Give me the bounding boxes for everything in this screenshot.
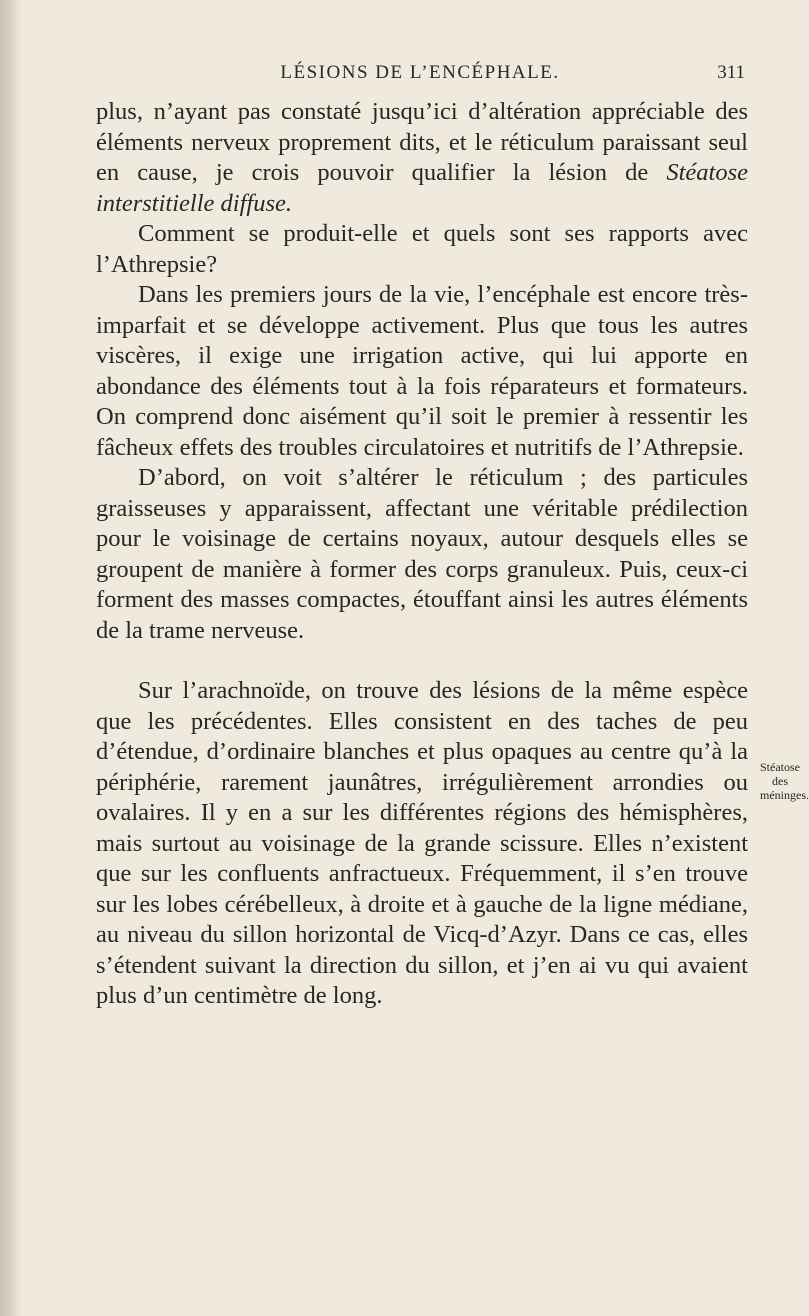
page-number: 311 [717, 62, 745, 83]
paragraph-3: Dans les premiers jours de la vie, l’encéphale est encore très-imparfait et se développe activement. Plus que tous les autres viscères, il exige une irrigation active, qui lui apporte en abondance des éléments tout à la fois réparateurs et formateurs. On comprend donc aisément qu’il soit le premier à ressentir les fâcheux effets des troubles circulatoires et nutritifs de l’Athrepsie. [96, 281, 748, 461]
paragraph-1 [96, 97, 748, 219]
running-head [95, 62, 745, 92]
paragraph-1-text: plus, n’ayant pas constaté jusqu’ici d’altération appréciable des éléments nerveux proprement dits, et le réticulum paraissant seul en cause, je crois pouvoir qualifier la lésion de [96, 98, 748, 186]
paragraph-2: Comment se produit-elle et quels sont ses rapports avec l’Athrepsie? [96, 220, 748, 278]
body-text [96, 97, 748, 1012]
paragraph-1-emphasis: Stéatose interstitielle diffuse. [96, 159, 748, 217]
margin-note-line-2: méninges. [760, 788, 809, 802]
running-title: LÉSIONS DE L’ENCÉPHALE. [280, 62, 560, 83]
paragraph-4: D’abord, on voit s’altérer le réticulum ; des particules graisseuses y apparaissent, affectant une véritable prédilection pour le voisinage de certains noyaux, autour desquels elles se groupent de manière à former des corps granuleux. Puis, ceux-ci forment des masses compactes, étouffant ainsi les autres éléments de la trame nerveuse. [96, 464, 748, 644]
margin-note [760, 760, 809, 802]
paragraph-5: Sur l’arachnoïde, on trouve des lésions de la même espèce que les précédentes. Elles consistent en des taches de peu d’étendue, d’ordinaire blanches et plus opaques au centre qu’à la périphérie, rarement jaunâtres, irrégulièrement arrondies ou ovalaires. Il y en a sur les différentes régions des hémisphères, mais surtout au voisinage de la grande scissure. Elles n’existent que sur les confluents anfractueux. Fréquemment, il s’en trouve sur les lobes cérébelleux, à droite et à gauche de la ligne médiane, au niveau du sillon horizontal de Vicq-d’Azyr. Dans ce cas, elles s’étendent suivant la direction du sillon, et j’en ai vu qui avaient plus d’un centimètre de long. [96, 677, 748, 1009]
page-binding-shadow [0, 0, 22, 1316]
margin-note-line-1: Stéatose des [760, 760, 800, 788]
